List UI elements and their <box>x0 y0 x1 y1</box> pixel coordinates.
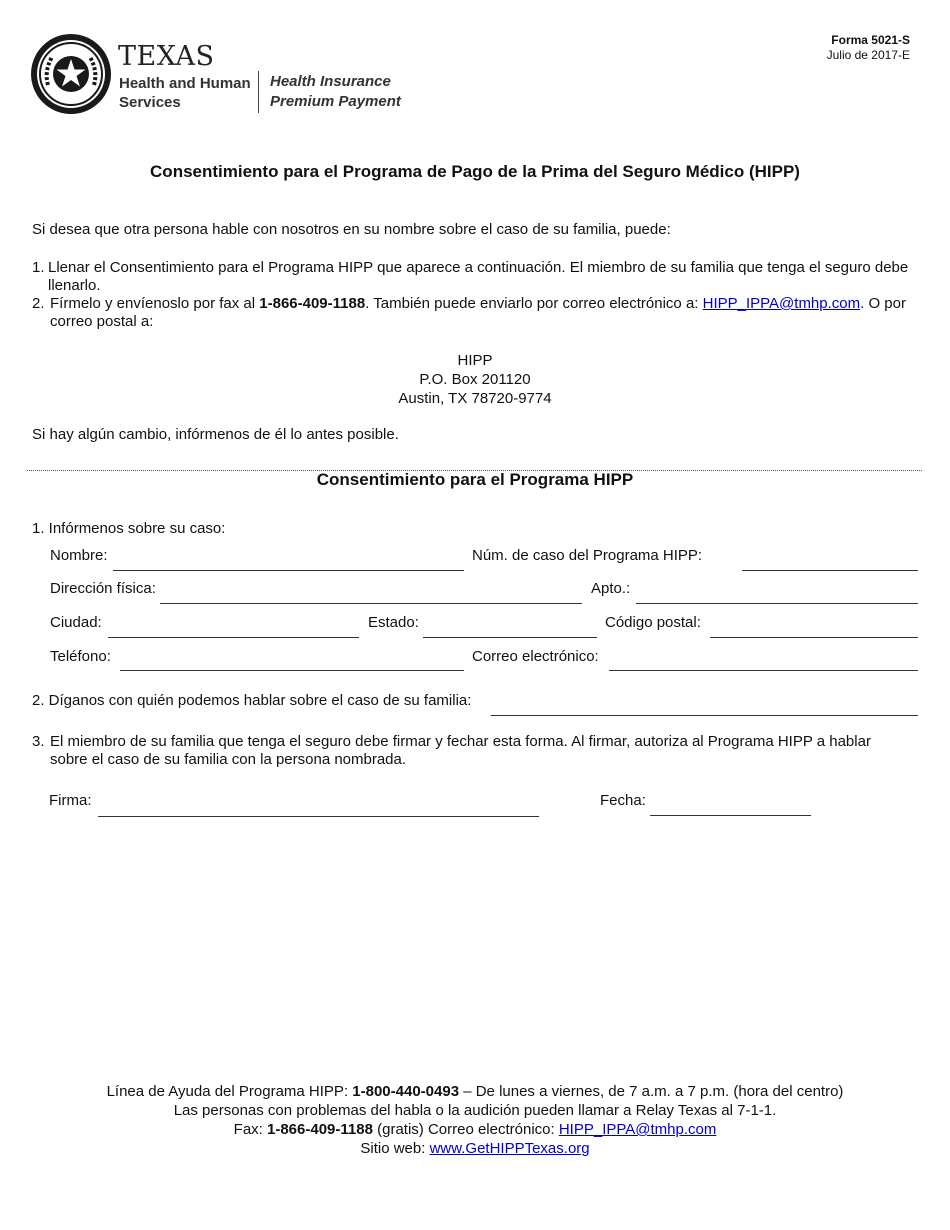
email-label: Correo electrónico: <box>472 648 599 665</box>
address-label: Dirección física: <box>50 580 156 597</box>
address-line: P.O. Box 201120 <box>419 371 531 388</box>
program-name-line1: Health Insurance <box>270 73 391 90</box>
email-link[interactable]: HIPP_IPPA@tmhp.com <box>702 295 861 312</box>
city-field[interactable] <box>108 637 359 638</box>
changes-note: Si hay algún cambio, infórmenos de él lo antes posible. <box>32 426 399 443</box>
instruction-number: 2. <box>32 295 45 312</box>
logo-org-line1: Health and Human <box>119 75 251 92</box>
footer-website <box>0 1139 950 1158</box>
instruction-text <box>50 295 922 331</box>
page-title: Consentimiento para el Programa de Pago de la Prima del Seguro Médico (HIPP) <box>150 162 800 181</box>
footer-text: Sitio web: <box>360 1140 430 1157</box>
instruction-text: Llenar el Consentimiento para el Programa HIPP que aparece a continuación. El miembro de su familia que tenga el seguro debe llenarlo. <box>48 259 909 294</box>
logo-divider <box>258 71 259 113</box>
address-line: Austin, TX 78720-9774 <box>398 390 552 407</box>
email-field[interactable] <box>609 670 918 671</box>
program-name-line2: Premium Payment <box>270 93 401 110</box>
instruction-item <box>32 295 922 331</box>
address-field[interactable] <box>160 603 582 604</box>
form-date: Julio de 2017-E <box>826 48 910 62</box>
date-label: Fecha: <box>600 792 646 809</box>
name-field[interactable] <box>113 570 464 571</box>
question-2: 2. Díganos con quién podemos hablar sobre el caso de su familia: <box>32 692 472 709</box>
form-number-block <box>827 33 910 63</box>
footer-email-link[interactable]: HIPP_IPPA@tmhp.com <box>558 1121 717 1138</box>
hhs-logo <box>30 33 410 119</box>
footer-text: Línea de Ayuda del Programa HIPP: <box>106 1083 353 1100</box>
footer-relay: Las personas con problemas del habla o la audición pueden llamar a Relay Texas al 7-1-1. <box>173 1102 777 1119</box>
instruction-item <box>32 259 922 295</box>
footer-text: – De lunes a viernes, de 7 a.m. a 7 p.m. (hora del centro) <box>459 1083 844 1100</box>
footer-text: Fax: <box>233 1121 267 1138</box>
instruction-text-part: . También puede enviarlo por correo electrónico a: <box>365 295 703 312</box>
signature-field[interactable] <box>98 816 539 817</box>
logo-org-line2: Services <box>119 94 181 111</box>
instruction-text-part: . O por correo postal a: <box>50 295 906 330</box>
website-link[interactable]: www.GetHIPPTexas.org <box>429 1140 590 1157</box>
question-3-text: El miembro de su familia que tenga el seguro debe firmar y fechar esta forma. Al firmar, autoriza al Programa HIPP a hablar sobre el caso de su familia con la persona nombrada. <box>50 733 871 768</box>
question-3-number: 3. <box>32 733 45 750</box>
footer <box>0 1082 950 1158</box>
address-line: HIPP <box>457 352 493 369</box>
apt-field[interactable] <box>636 603 918 604</box>
intro-text: Si desea que otra persona hable con nosotros en su nombre sobre el caso de su familia, puede: <box>32 221 671 238</box>
footer-helpline <box>0 1082 950 1101</box>
logo-texas-word: TEXAS <box>118 41 215 72</box>
signature-label: Firma: <box>49 792 92 809</box>
footer-text: (gratis) Correo electrónico: <box>372 1121 559 1138</box>
phone-field[interactable] <box>120 670 464 671</box>
fax-number: 1-866-409-1188 <box>259 295 366 312</box>
state-label: Estado: <box>368 614 419 631</box>
form-section-title: Consentimiento para el Programa HIPP <box>316 470 634 489</box>
case-number-field[interactable] <box>742 570 918 571</box>
name-label: Nombre: <box>50 547 108 564</box>
instructions-list <box>32 259 922 331</box>
state-field[interactable] <box>423 637 597 638</box>
zip-label: Código postal: <box>605 614 701 631</box>
footer-fax-number: 1-866-409-1188 <box>267 1121 373 1138</box>
contact-person-field[interactable] <box>491 715 918 716</box>
zip-field[interactable] <box>710 637 918 638</box>
question-3 <box>32 733 892 769</box>
form-number: Forma 5021-S <box>831 33 910 47</box>
instruction-text-part: Fírmelo y envíenoslo por fax al <box>50 295 260 312</box>
mailing-address <box>0 351 950 408</box>
city-label: Ciudad: <box>50 614 102 631</box>
phone-label: Teléfono: <box>50 648 111 665</box>
instruction-number: 1. <box>32 259 45 276</box>
question-1: 1. Infórmenos sobre su caso: <box>32 520 226 537</box>
texas-seal-icon <box>30 33 112 115</box>
helpline-number: 1-800-440-0493 <box>352 1083 460 1100</box>
question-3-item <box>32 733 892 769</box>
case-number-label: Núm. de caso del Programa HIPP: <box>472 547 703 564</box>
apt-label: Apto.: <box>591 580 631 597</box>
footer-fax-email <box>0 1120 950 1139</box>
date-field[interactable] <box>650 815 811 816</box>
